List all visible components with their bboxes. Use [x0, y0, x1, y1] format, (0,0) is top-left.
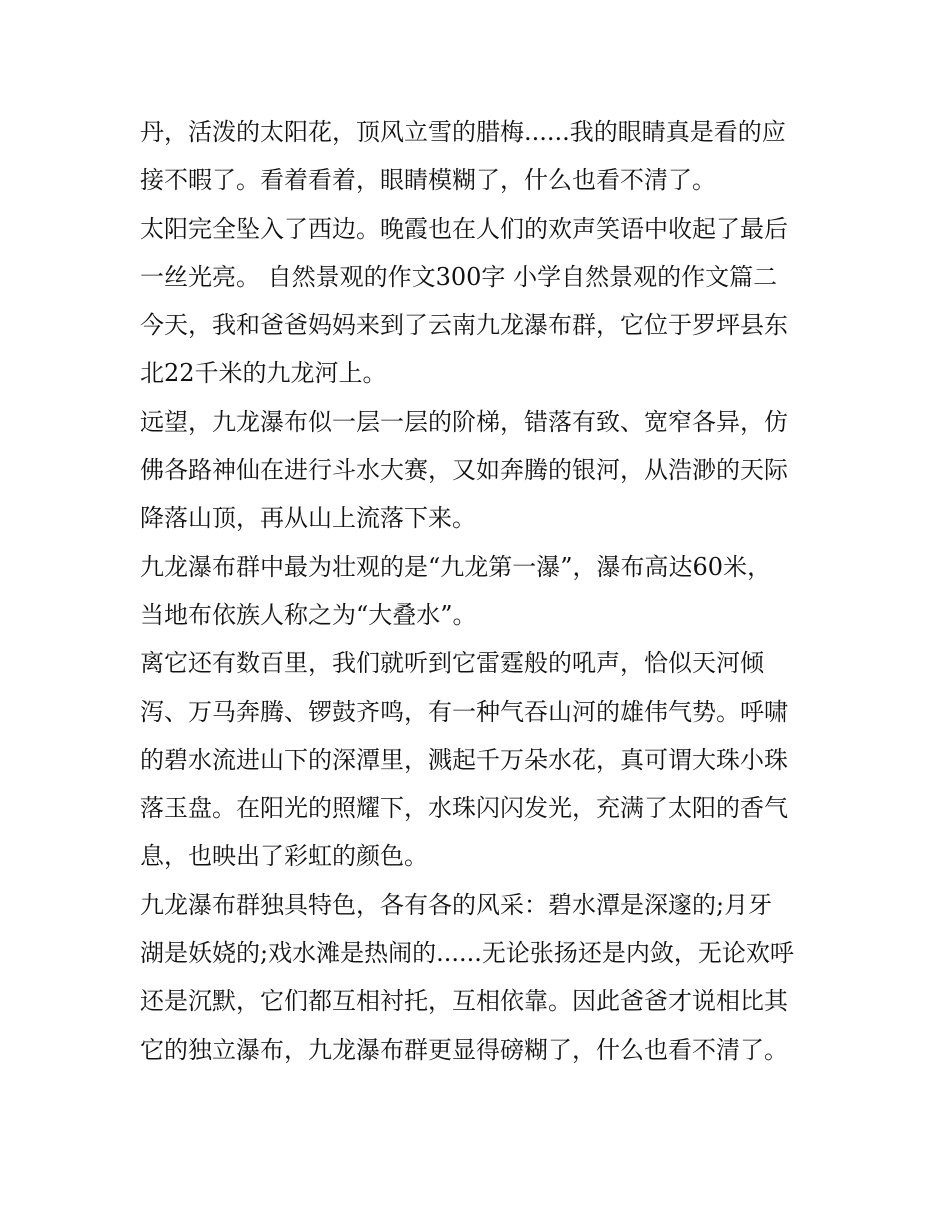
text-line-16: 息，也映出了彩虹的颜色。	[140, 842, 428, 871]
text-line-2: 接不暇了。看着看着，眼睛模糊了，什么也看不清了。	[140, 166, 716, 195]
text-line-10: 九龙瀑布群中最为壮观的是“九龙第一瀑”，瀑布高达60米，	[140, 552, 772, 581]
text-line-20: 它的独立瀑布，九龙瀑布群更显得磅糊了，什么也看不清了。	[140, 1035, 788, 1064]
text-line-1: 丹，活泼的太阳花，顶风立雪的腊梅......我的眼睛真是看的应	[140, 118, 786, 146]
text-line-14: 的碧水流进山下的深潭里，溅起千万朵水花，真可谓大珠小珠	[140, 745, 788, 774]
text-line-18: 湖是妖娆的;戏水滩是热闹的......无论张扬还是内敛，无论欢呼	[140, 939, 794, 968]
text-line-15: 落玉盘。在阳光的照耀下，水珠闪闪发光，充满了太阳的香气	[140, 794, 788, 823]
text-line-3: 太阳完全坠入了西边。晚霞也在人们的欢声笑语中收起了最后	[140, 214, 788, 243]
text-line-12: 离它还有数百里，我们就听到它雷霆般的吼声，恰似天河倾	[140, 649, 764, 678]
text-line-6: 北22千米的九龙河上。	[140, 359, 387, 388]
text-line-4: 一丝光亮。 自然景观的作文300字 小学自然景观的作文篇二	[140, 262, 778, 291]
text-line-7: 远望，九龙瀑布似一层一层的阶梯，错落有致、宽窄各异，仿	[140, 407, 788, 436]
text-line-19: 还是沉默，它们都互相衬托，互相依靠。因此爸爸才说相比其	[140, 987, 788, 1016]
body-text	[140, 108, 820, 1074]
text-line-5: 今天，我和爸爸妈妈来到了云南九龙瀑布群，它位于罗坪县东	[140, 311, 788, 340]
text-line-17: 九龙瀑布群独具特色，各有各的风采：碧水潭是深邃的;月牙	[140, 890, 773, 919]
text-line-11: 当地布依族人称之为“大叠水”。	[140, 600, 477, 629]
text-line-13: 泻、万马奔腾、锣鼓齐鸣，有一种气吞山河的雄伟气势。呼啸	[140, 697, 788, 726]
text-line-8: 佛各路神仙在进行斗水大赛，又如奔腾的银河，从浩渺的天际	[140, 456, 788, 485]
text-line-9: 降落山顶，再从山上流落下来。	[140, 504, 476, 533]
